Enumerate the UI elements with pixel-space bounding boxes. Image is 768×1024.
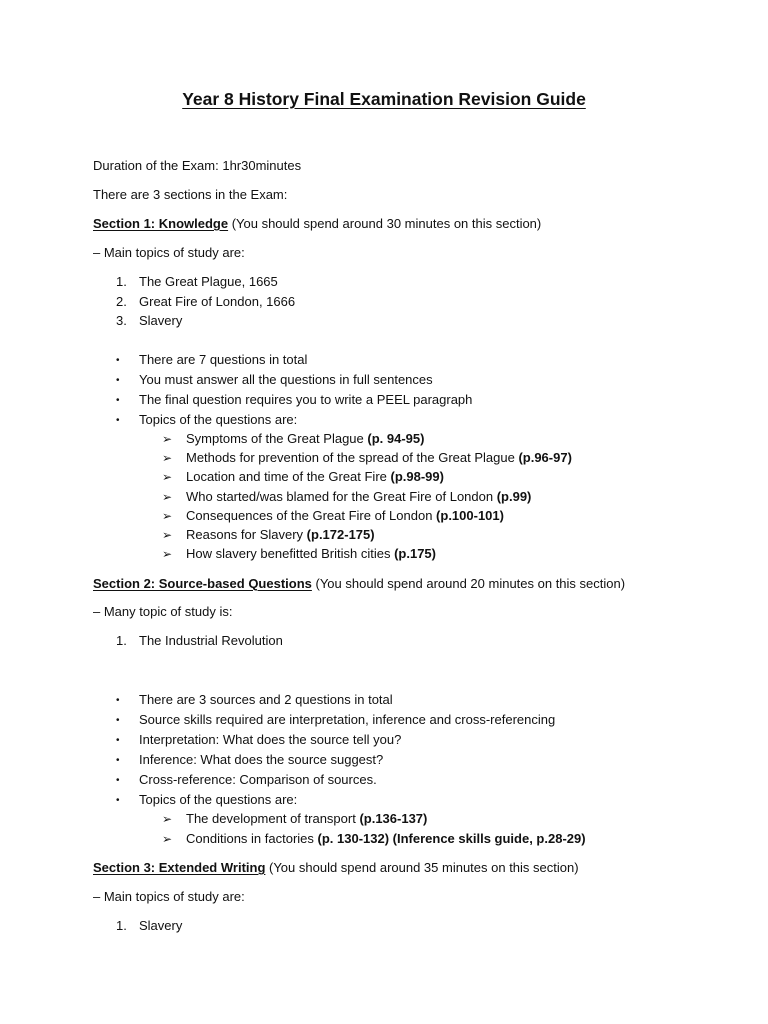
- arrow-bullet-icon: ➢: [162, 528, 173, 542]
- list-item: 2. Great Fire of London, 1666: [116, 294, 296, 309]
- section2-heading: Section 2: Source-based Questions: [93, 576, 312, 591]
- section1-header: [93, 216, 541, 232]
- list-item: ➢ Symptoms of the Great Plague (p. 94-95): [162, 431, 425, 446]
- list-item: ➢ Conditions in factories (p. 130-132) (Inference skills guide, p.28-29): [162, 831, 586, 846]
- list-item: • Cross-reference: Comparison of sources.: [116, 772, 377, 787]
- section3-note: (You should spend around 35 minutes on this section): [265, 860, 579, 875]
- list-item: ➢ Consequences of the Great Fire of London (p.100-101): [162, 508, 504, 523]
- section3-header: [93, 860, 579, 876]
- sections-count: There are 3 sections in the Exam:: [93, 187, 288, 202]
- list-item: • There are 3 sources and 2 questions in total: [116, 692, 393, 707]
- section1-note: (You should spend around 30 minutes on this section): [228, 216, 542, 231]
- arrow-bullet-icon: ➢: [162, 812, 173, 826]
- list-item: 1. The Industrial Revolution: [116, 633, 283, 648]
- list-item: ➢ How slavery benefitted British cities (p.175): [162, 546, 436, 561]
- list-item: • Topics of the questions are:: [116, 412, 298, 427]
- list-item: • Interpretation: What does the source tell you?: [116, 732, 402, 747]
- arrow-bullet-icon: ➢: [162, 451, 173, 465]
- list-item: • The final question requires you to write a PEEL paragraph: [116, 392, 473, 407]
- list-item: ➢ Who started/was blamed for the Great Fire of London (p.99): [162, 489, 532, 504]
- list-item: • There are 7 questions in total: [116, 352, 308, 367]
- list-item: 3. Slavery: [116, 313, 183, 328]
- arrow-bullet-icon: ➢: [162, 832, 173, 846]
- arrow-bullet-icon: ➢: [162, 547, 173, 561]
- section3-heading: Section 3: Extended Writing: [93, 860, 266, 875]
- list-item: ➢ Methods for prevention of the spread of the Great Plague (p.96-97): [162, 450, 572, 465]
- exam-duration: Duration of the Exam: 1hr30minutes: [93, 158, 302, 173]
- list-item: ➢ Location and time of the Great Fire (p.98-99): [162, 469, 444, 484]
- list-item: 1. The Great Plague, 1665: [116, 274, 278, 289]
- section1-heading: Section 1: Knowledge: [93, 216, 229, 231]
- section3-intro: – Main topics of study are:: [93, 889, 245, 904]
- arrow-bullet-icon: ➢: [162, 509, 173, 523]
- list-item: ➢ The development of transport (p.136-137): [162, 811, 428, 826]
- arrow-bullet-icon: ➢: [162, 470, 173, 484]
- section2-header: [93, 576, 625, 592]
- arrow-bullet-icon: ➢: [162, 432, 173, 446]
- list-item: • Topics of the questions are:: [116, 792, 298, 807]
- list-item: • Source skills required are interpretation, inference and cross-referencing: [116, 712, 556, 727]
- list-item: • Inference: What does the source suggest?: [116, 752, 384, 767]
- list-item: • You must answer all the questions in full sentences: [116, 372, 433, 387]
- section1-intro: – Main topics of study are:: [93, 245, 245, 260]
- section2-note: (You should spend around 20 minutes on this section): [311, 576, 626, 591]
- page-title: Year 8 History Final Examination Revision Guide: [182, 89, 586, 109]
- list-item: ➢ Reasons for Slavery (p.172-175): [162, 527, 375, 542]
- arrow-bullet-icon: ➢: [162, 490, 173, 504]
- list-item: 1. Slavery: [116, 918, 183, 933]
- section2-intro: – Many topic of study is:: [93, 604, 233, 619]
